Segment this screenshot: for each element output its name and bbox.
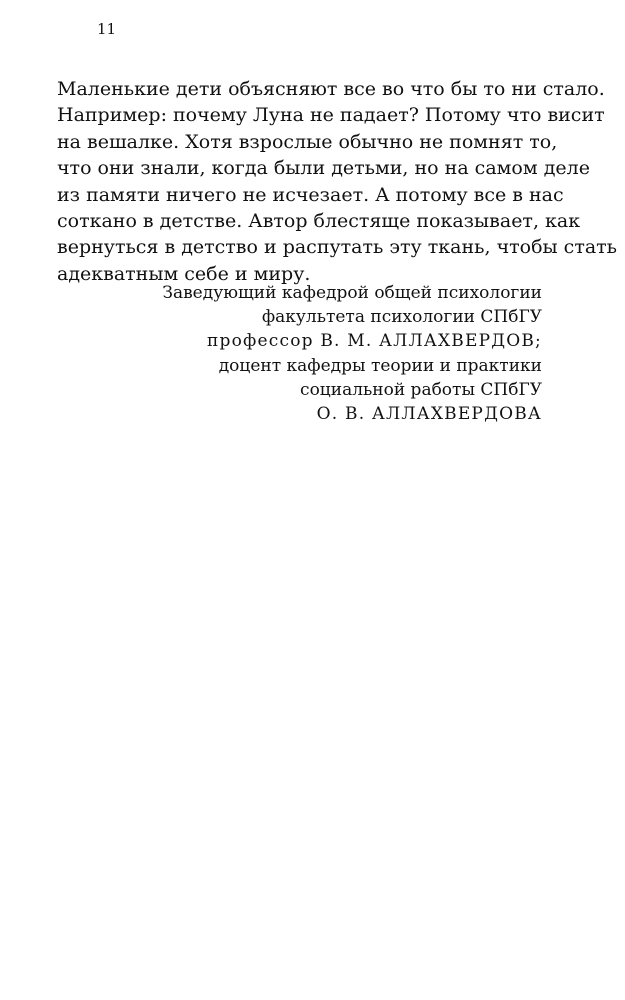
signature-line: социальной работы СПбГУ [300, 379, 542, 400]
body-line: на вешалке. Хотя взрослые обычно не помнят то, [57, 130, 558, 153]
signature-line: доцент кафедры теории и практики [218, 355, 542, 376]
author-attribution [162, 281, 542, 426]
body-line: соткано в детстве. Автор блестяще показывает, как [57, 210, 581, 233]
body-line: из памяти ничего не исчезает. А потому все в нас [57, 183, 564, 206]
signature-line: факультета психологии СПбГУ [261, 307, 542, 328]
body-paragraph [57, 76, 618, 287]
body-line: адекватным себе и миру. [57, 262, 311, 285]
signature-line: профессор В. М. АЛЛАХВЕРДОВ; [206, 331, 542, 352]
body-line: Маленькие дети объясняют все во что бы то ни стало. [57, 78, 605, 100]
signature-line: Заведующий кафедрой общей психологии [162, 283, 542, 303]
page-number: 11 [97, 20, 117, 38]
body-line: что они знали, когда были детьми, но на самом деле [57, 157, 590, 180]
signature-line: О. В. АЛЛАХВЕРДОВА [316, 404, 542, 425]
body-line: Например: почему Луна не падает? Потому что висит [57, 104, 605, 127]
body-line: вернуться в детство и распутать эту ткань, чтобы стать [57, 236, 618, 259]
